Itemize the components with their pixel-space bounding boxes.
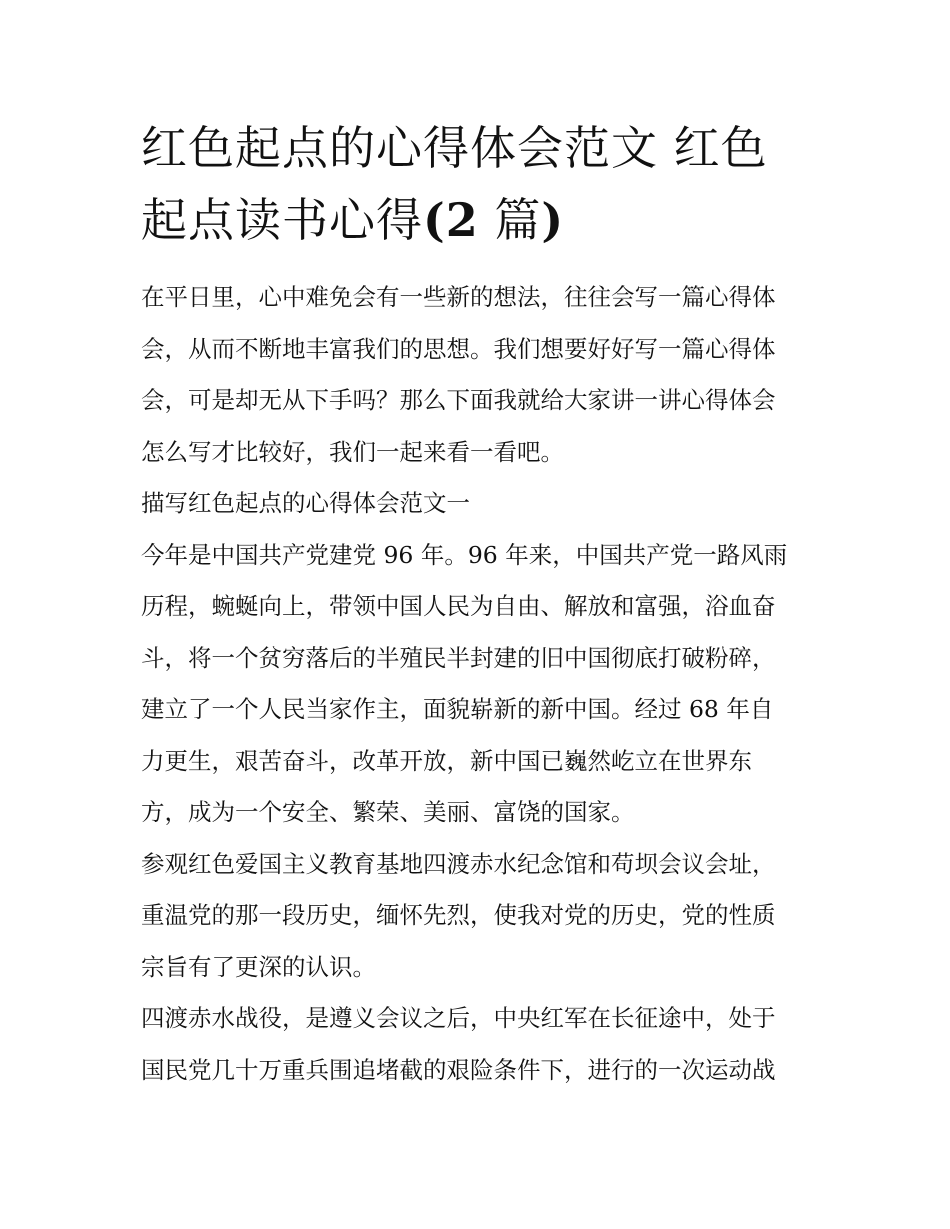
body-paragraph-3 (141, 993, 811, 1096)
body-paragraph-2 (141, 839, 811, 994)
paragraph-line: 国民党几十万重兵围追堵截的艰险条件下，进行的一次运动战 (141, 1055, 776, 1084)
paragraph-line: 会，从而不断地丰富我们的思想。我们想要好好写一篇心得体 (141, 334, 776, 363)
paragraph-line: 力更生，艰苦奋斗，改革开放，新中国已巍然屹立在世界东 (141, 746, 752, 775)
title-line-2-count: (2 (423, 193, 479, 247)
paragraph-line: 会，可是却无从下手吗？那么下面我就给大家讲一讲心得体会 (141, 386, 776, 414)
paragraph-line: 今年是中国共产党建党 96 年。96 年来，中国共产党一路风雨 (141, 540, 788, 569)
document-title (141, 112, 811, 256)
paragraph-line: 四渡赤水战役，是遵义会议之后，中央红军在长征途中，处于 (141, 1004, 776, 1032)
paragraph-line: 斗，将一个贫穷落后的半殖民半封建的旧中国彻底打破粉碎， (141, 643, 776, 672)
paragraph-line: 宗旨有了更深的认识。 (141, 952, 376, 981)
section-heading-text: 描写红色起点的心得体会范文一 (141, 489, 470, 517)
document-content (141, 112, 811, 1096)
section-heading (141, 478, 811, 530)
paragraph-line: 历程，蜿蜒向上，带领中国人民为自由、解放和富强，浴血奋 (141, 592, 776, 620)
title-line-2 (141, 184, 811, 256)
title-line-1: 红色起点的心得体会范文 红色 (141, 121, 768, 175)
paragraph-line: 建立了一个人民当家作主，面貌崭新的新中国。经过 68 年自 (141, 695, 774, 723)
body-paragraph-1 (141, 530, 811, 839)
title-line-2-prefix: 起点读书心得 (141, 193, 423, 247)
paragraph-line: 怎么写才比较好，我们一起来看一看吧。 (141, 437, 564, 466)
title-line-2-close: ) (541, 193, 565, 247)
paragraph-line: 在平日里，心中难免会有一些新的想法，往往会写一篇心得体 (141, 283, 776, 311)
title-line-2-suffix: 篇 (478, 193, 542, 247)
paragraph-line: 重温党的那一段历史，缅怀先烈，使我对党的历史，党的性质 (141, 901, 776, 929)
paragraph-line: 方，成为一个安全、繁荣、美丽、富饶的国家。 (141, 798, 635, 826)
intro-paragraph (141, 272, 811, 478)
paragraph-line: 参观红色爱国主义教育基地四渡赤水纪念馆和苟坝会议会址， (141, 849, 776, 878)
